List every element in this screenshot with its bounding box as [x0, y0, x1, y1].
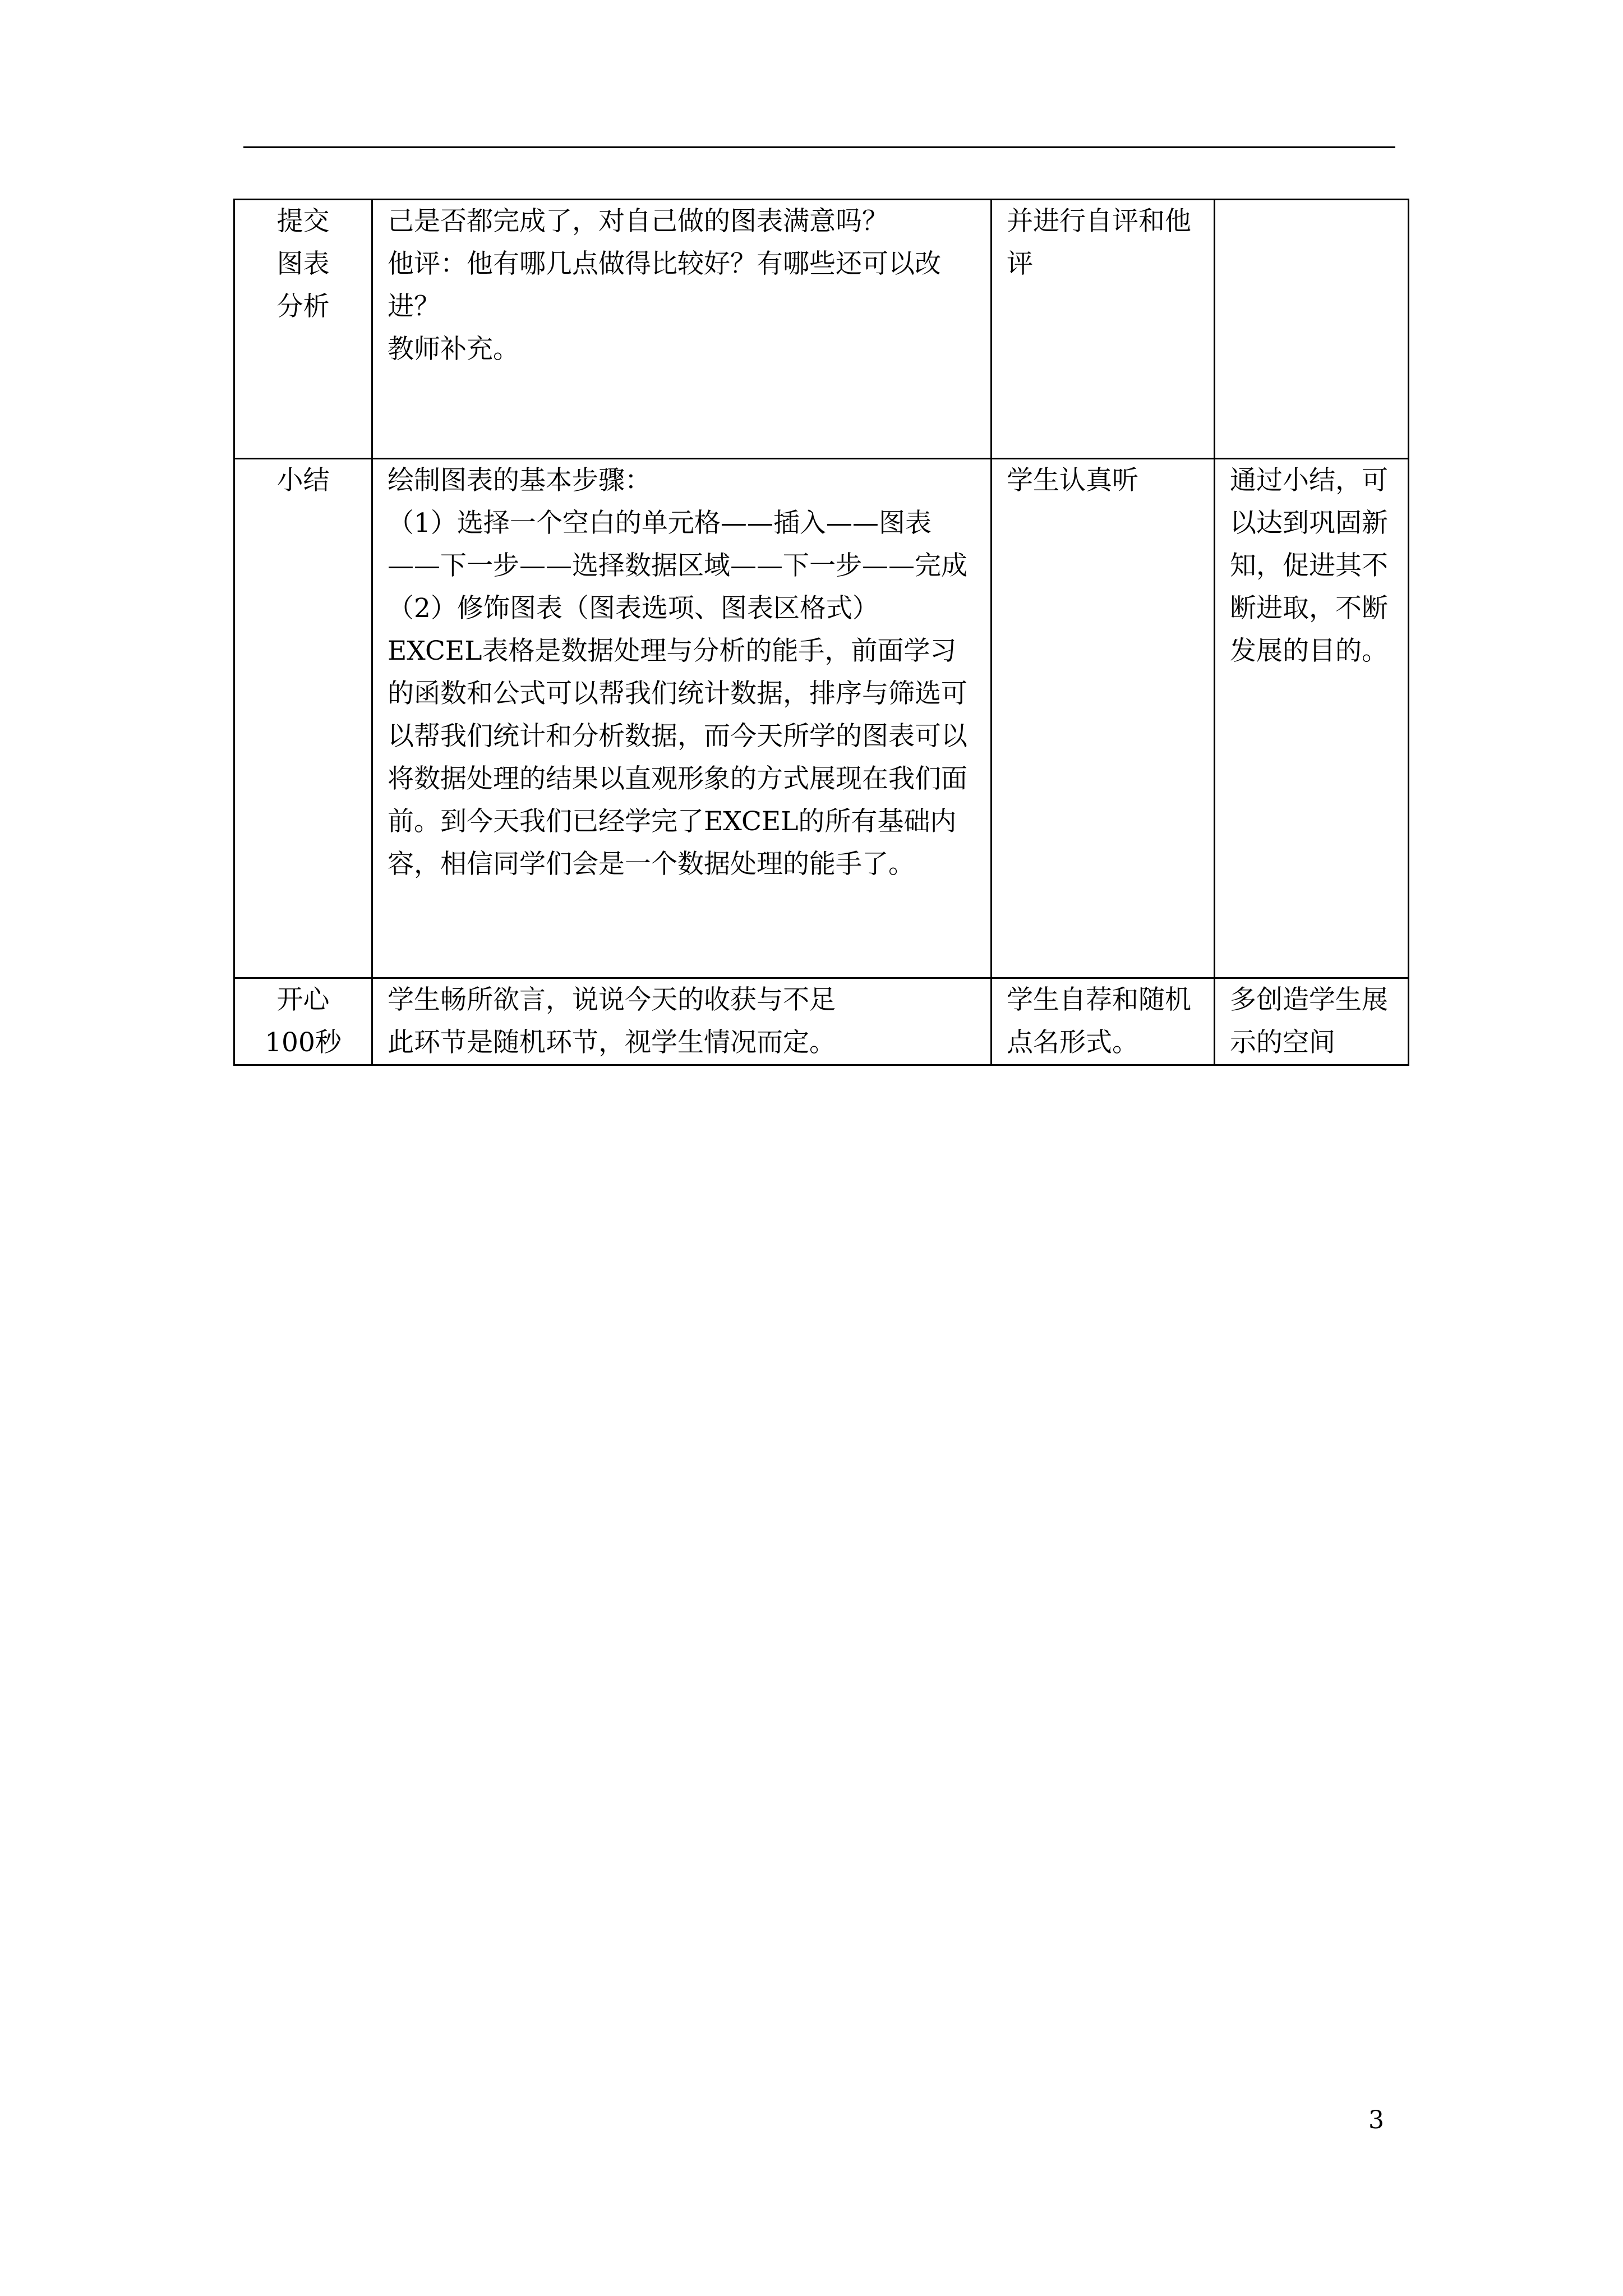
student-activity-cell — [992, 200, 1215, 459]
content-paragraph: 此环节是随机环节，视学生情况而定。 — [388, 1027, 836, 1058]
student-activity-text: 并进行自评和他评 — [1007, 206, 1191, 279]
content-paragraph: 他评：他有哪几点做得比较好？有哪些还可以改进？ — [388, 249, 941, 322]
design-intent-text: 多创造学生展示的空间 — [1230, 984, 1388, 1058]
stage-label: 100秒 — [265, 1027, 342, 1058]
header-rule — [243, 146, 1395, 148]
stage-label: 提交 — [276, 206, 330, 237]
content-cell — [372, 978, 992, 1065]
lesson-plan-table — [233, 199, 1409, 1066]
student-activity-text: 学生自荐和随机点名形式。 — [1007, 984, 1191, 1058]
content-paragraph: 绘制图表的基本步骤： — [388, 465, 651, 496]
student-activity-cell — [992, 978, 1215, 1065]
stage-label: 图表 — [276, 249, 330, 279]
content-cell — [372, 459, 992, 978]
table-row — [234, 459, 1409, 978]
stage-cell — [234, 200, 372, 459]
design-intent-text: 通过小结，可以达到巩固新知，促进其不断进取，不断发展的目的。 — [1230, 465, 1388, 666]
stage-cell — [234, 459, 372, 978]
page-number: 3 — [1368, 2106, 1384, 2134]
content-paragraph: EXCEL表格是数据处理与分析的能手，前面学习的函数和公式可以帮我们统计数据，排序与筛选可以帮我们统计和分析数据，而今天所学的图表可以将数据处理的结果以直观形象的方式展现在我们面前。到今天我们已经学完了EXCEL的所有基础内容，相信同学们会是一个数据处理的能手了。 — [388, 636, 967, 880]
content-paragraph: （1）选择一个空白的单元格——插入——图表——下一步——选择数据区域——下一步——完成 — [388, 508, 967, 581]
student-activity-cell — [992, 459, 1215, 978]
student-activity-text: 学生认真听 — [1007, 465, 1138, 496]
content-paragraph: 学生畅所欲言，说说今天的收获与不足 — [388, 984, 836, 1015]
design-intent-cell — [1215, 200, 1409, 459]
content-cell — [372, 200, 992, 459]
content-paragraph: （2）修饰图表（图表选项、图表区格式） — [388, 593, 879, 624]
stage-cell — [234, 978, 372, 1065]
table-row — [234, 200, 1409, 459]
stage-label: 开心 — [276, 984, 330, 1015]
design-intent-cell — [1215, 978, 1409, 1065]
design-intent-cell — [1215, 459, 1409, 978]
content-paragraph: 教师补充。 — [388, 334, 519, 365]
stage-label: 小结 — [276, 465, 330, 496]
stage-label: 分析 — [276, 291, 330, 322]
table-row — [234, 978, 1409, 1065]
content-paragraph: 己是否都完成了，对自己做的图表满意吗？ — [388, 206, 888, 237]
